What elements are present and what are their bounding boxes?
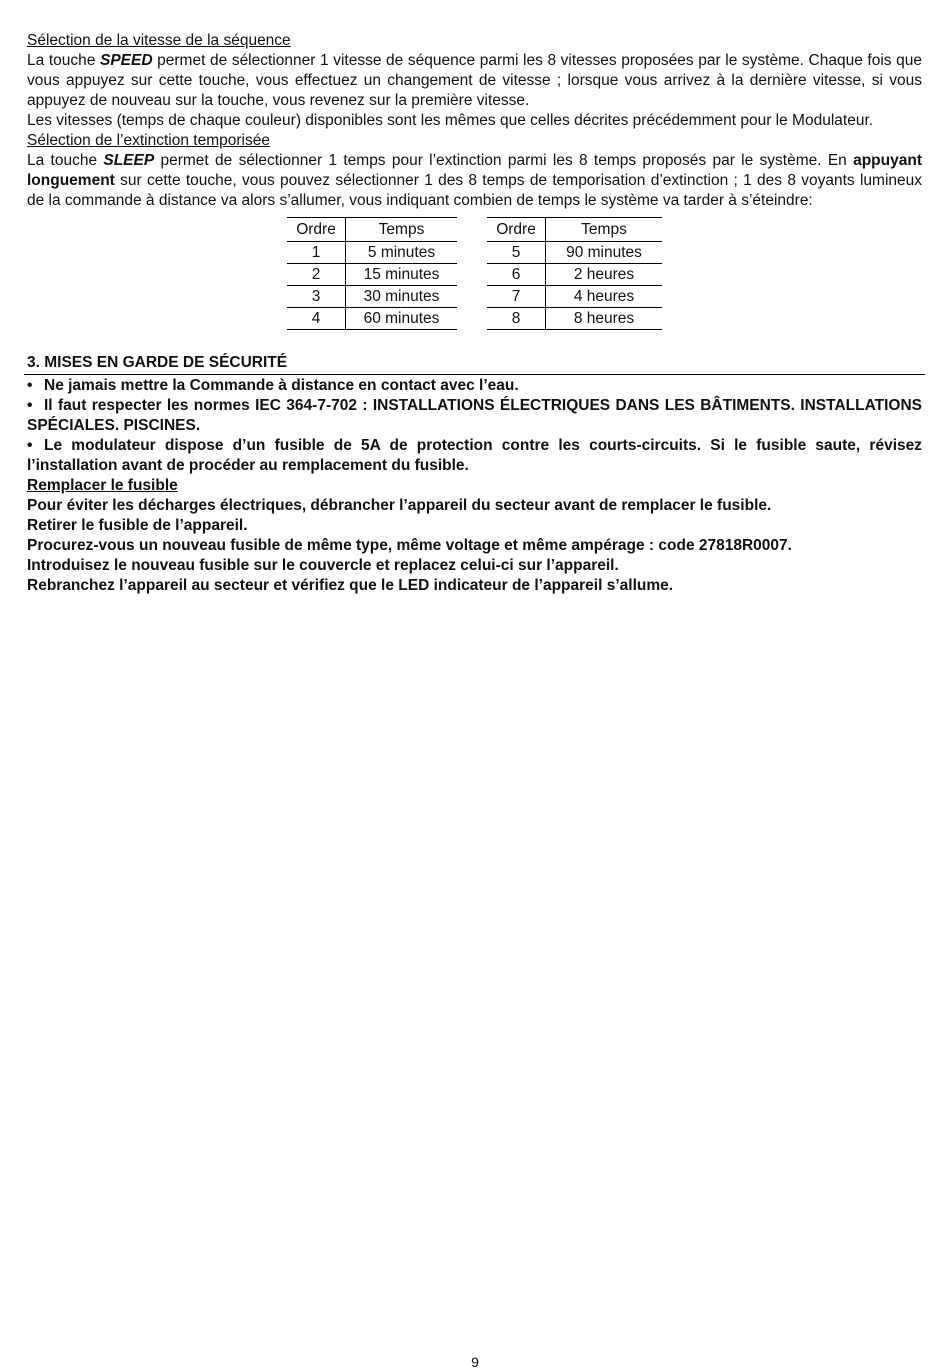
table-row (287, 242, 457, 264)
time-cell: 90 minutes (546, 242, 663, 264)
bullet-icon: • (27, 377, 33, 394)
time-cell: 60 minutes (346, 308, 458, 330)
order-cell: 5 (487, 242, 546, 264)
bullet-text: Il faut respecter les normes IEC 364-7-702 : INSTALLATIONS ÉLECTRIQUES DANS LES BÂTIMENTS. INSTALLATIONS SPÉCIALES. PISCINES. (27, 397, 922, 434)
order-cell: 8 (487, 308, 546, 330)
order-cell: 2 (287, 264, 346, 286)
time-cell: 5 minutes (346, 242, 458, 264)
bullet-icon: • (27, 397, 33, 414)
table-row (487, 264, 662, 286)
sleep-heading: Sélection de l’extinction temporisée (27, 132, 270, 149)
text: La touche (27, 52, 100, 69)
time-cell: 8 heures (546, 308, 663, 330)
time-cell: 30 minutes (346, 286, 458, 308)
speed-paragraph-2: Les vitesses (temps de chaque couleur) disponibles sont les mêmes que celles décrites précédemment pour le Modulateur. (27, 112, 874, 129)
list-item (27, 396, 922, 436)
time-cell: 15 minutes (346, 264, 458, 286)
bullet-text: Le modulateur dispose d’un fusible de 5A de protection contre les courts-circuits. Si le fusible saute, révisez l’installation avant de procéder au remplacement du fusible. (27, 437, 922, 474)
column-header-time: Temps (346, 218, 458, 242)
table-row (487, 242, 662, 264)
order-cell: 4 (287, 308, 346, 330)
time-cell: 2 heures (546, 264, 663, 286)
bullet-text: Ne jamais mettre la Commande à distance en contact avec l’eau. (44, 377, 519, 394)
fuse-step: Procurez-vous un nouveau fusible de même type, même voltage et même ampérage : code 27818R0007. (27, 537, 792, 554)
document-page (27, 31, 922, 596)
table-row (287, 286, 457, 308)
speed-heading: Sélection de la vitesse de la séquence (27, 32, 291, 49)
sleep-time-table-left (287, 217, 457, 330)
fuse-heading: Remplacer le fusible (27, 477, 178, 494)
order-cell: 3 (287, 286, 346, 308)
table-row (287, 308, 457, 330)
time-cell: 4 heures (546, 286, 663, 308)
emphasis: appuyant longuement (27, 152, 922, 189)
speed-key: SPEED (99, 52, 153, 69)
text: permet de sélectionner 1 temps pour l’extinction parmi les 8 temps proposés par le système. En (154, 152, 854, 169)
list-item (27, 376, 922, 396)
table-row (487, 308, 662, 330)
speed-paragraph (27, 51, 922, 111)
table-row (287, 264, 457, 286)
table-header-row (487, 218, 662, 242)
list-item (27, 436, 922, 476)
column-header-order: Ordre (487, 218, 546, 242)
sleep-time-tables (27, 213, 922, 331)
table-row (487, 286, 662, 308)
fuse-replacement-block (27, 476, 922, 596)
sleep-time-table-right (487, 217, 662, 330)
text: permet de sélectionner 1 vitesse de séquence parmi les 8 vitesses proposées par le système. Chaque fois que vous appuyez sur cette touche, vous effectuez un changement de vitesse ; lorsque vous arrivez à la dernière vitesse, si vous appuyez de nouveau sur la touche, vous revenez sur la première vitesse. (27, 52, 922, 109)
text: sur cette touche, vous pouvez sélectionner 1 des 8 temps de temporisation d’extinction ; 1 des 8 voyants lumineux de la commande à distance va alors s’allumer, vous indiquant combien de temps le système va tarder à s’éteindre: (27, 172, 922, 209)
order-cell: 7 (487, 286, 546, 308)
fuse-step: Rebranchez l’appareil au secteur et vérifiez que le LED indicateur de l’appareil s’allume. (27, 577, 674, 594)
order-cell: 6 (487, 264, 546, 286)
order-cell: 1 (287, 242, 346, 264)
safety-section-title: 3. MISES EN GARDE DE SÉCURITÉ (24, 353, 925, 375)
sleep-paragraph (27, 151, 922, 211)
fuse-step: Introduisez le nouveau fusible sur le couvercle et replacez celui-ci sur l’appareil. (27, 557, 619, 574)
bullet-icon: • (27, 437, 33, 454)
safety-bullet-list (27, 376, 922, 476)
fuse-step: Retirer le fusible de l’appareil. (27, 517, 248, 534)
table-header-row (287, 218, 457, 242)
text: La touche (27, 152, 104, 169)
sleep-key: SLEEP (103, 152, 155, 169)
column-header-order: Ordre (287, 218, 346, 242)
fuse-step: Pour éviter les décharges électriques, débrancher l’appareil du secteur avant de remplacer le fusible. (27, 497, 772, 514)
column-header-time: Temps (546, 218, 663, 242)
page-number: 9 (471, 1354, 479, 1370)
